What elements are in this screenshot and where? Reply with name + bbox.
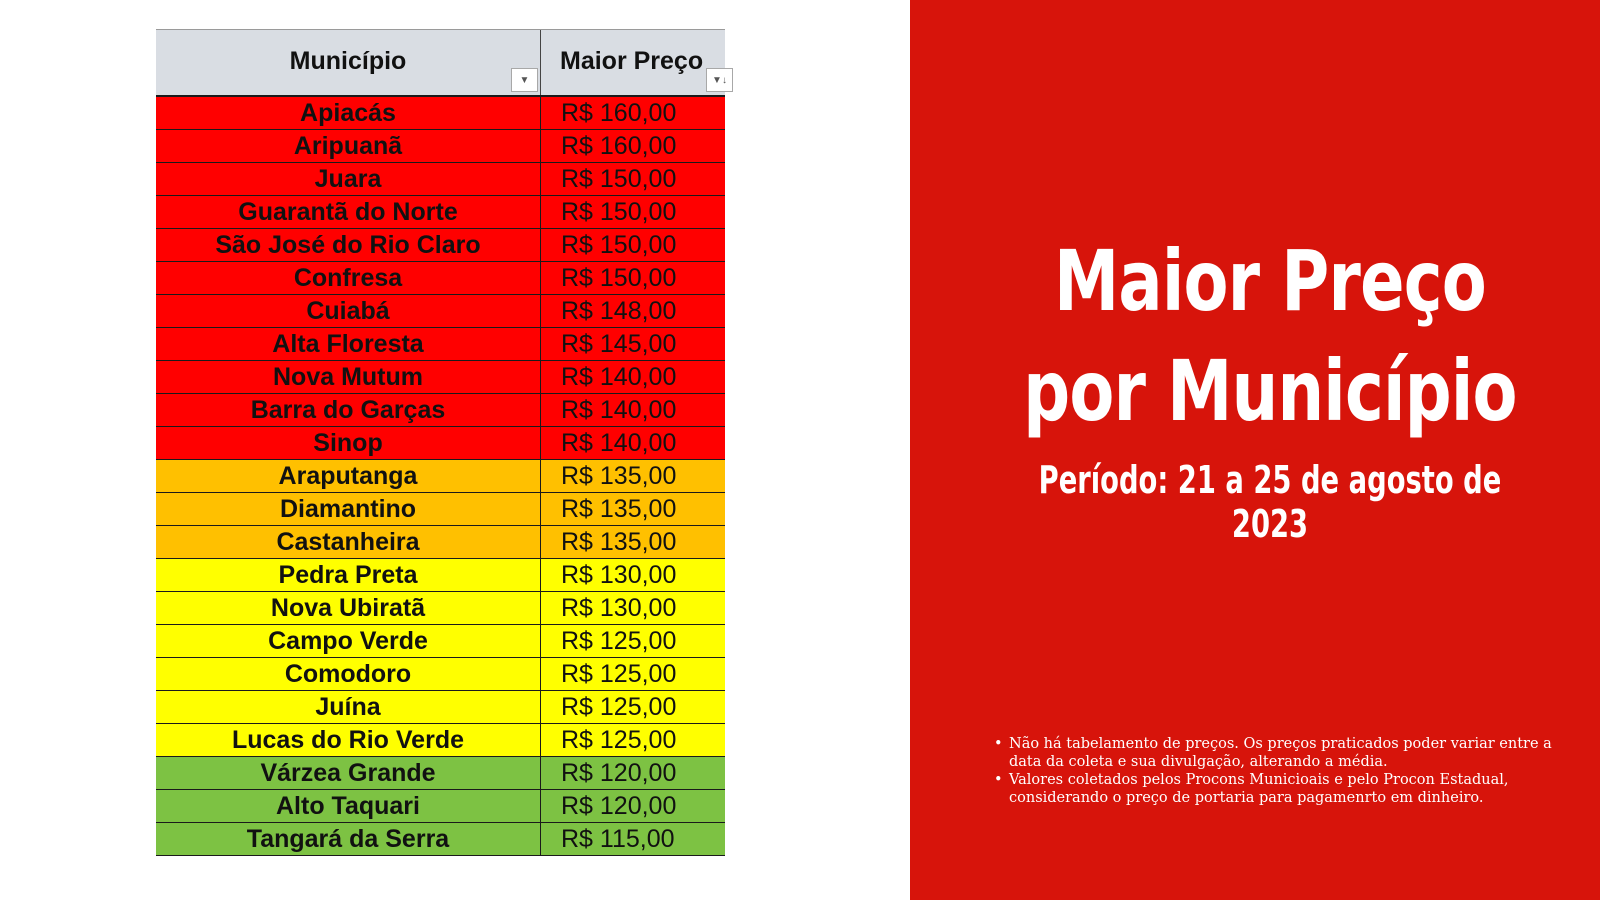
- cell-municipio[interactable]: Castanheira: [156, 526, 541, 558]
- cell-maior-preco[interactable]: R$ 140,00: [561, 395, 677, 424]
- cell-municipio[interactable]: Nova Mutum: [156, 361, 541, 393]
- table-row: [156, 724, 725, 757]
- table-row: [156, 757, 725, 790]
- cell-municipio[interactable]: Comodoro: [156, 658, 541, 690]
- table-row: [156, 823, 725, 856]
- notes-list: [992, 735, 1582, 807]
- table-row: [156, 394, 725, 427]
- cell-municipio[interactable]: Campo Verde: [156, 625, 541, 657]
- table-row: [156, 658, 725, 691]
- note-item: • Valores coletados pelos Procons Municioais e pelo Procon Estadual, considerando o preço de portaria para pagamenrto em dinheiro.: [992, 771, 1582, 807]
- cell-municipio[interactable]: Alta Floresta: [156, 328, 541, 360]
- cell-maior-preco[interactable]: R$ 140,00: [561, 362, 677, 391]
- cell-maior-preco[interactable]: R$ 150,00: [561, 164, 677, 193]
- cell-maior-preco[interactable]: R$ 115,00: [561, 824, 675, 853]
- cell-municipio[interactable]: Barra do Garças: [156, 394, 541, 426]
- cell-municipio[interactable]: Guarantã do Norte: [156, 196, 541, 228]
- column-header-municipio[interactable]: [156, 30, 541, 95]
- column-header-municipio-label: Município: [289, 47, 407, 75]
- table-row: [156, 328, 725, 361]
- table-row: [156, 295, 725, 328]
- cell-municipio[interactable]: Lucas do Rio Verde: [156, 724, 541, 756]
- note-item: • Não há tabelamento de preços. Os preços praticados poder variar entre a data da coleta e sua divulgação, alterando a média.: [992, 735, 1582, 771]
- table-header: [156, 30, 725, 97]
- cell-maior-preco[interactable]: R$ 120,00: [561, 758, 677, 787]
- title-panel: [910, 0, 1600, 900]
- cell-maior-preco[interactable]: R$ 135,00: [561, 494, 677, 523]
- column-header-maior-preco[interactable]: [541, 30, 725, 95]
- table-row: [156, 592, 725, 625]
- table-row: [156, 460, 725, 493]
- cell-municipio[interactable]: Tangará da Serra: [156, 823, 541, 855]
- table-row: [156, 130, 725, 163]
- table-row: [156, 229, 725, 262]
- cell-municipio[interactable]: Juína: [156, 691, 541, 723]
- table-row: [156, 196, 725, 229]
- table-row: [156, 625, 725, 658]
- cell-municipio[interactable]: Sinop: [156, 427, 541, 459]
- table-row: [156, 526, 725, 559]
- cell-maior-preco[interactable]: R$ 150,00: [561, 230, 677, 259]
- cell-maior-preco[interactable]: R$ 160,00: [561, 98, 677, 127]
- table-body: [156, 97, 725, 856]
- cell-maior-preco[interactable]: R$ 140,00: [561, 428, 677, 457]
- cell-maior-preco[interactable]: R$ 125,00: [561, 692, 677, 721]
- table-row: [156, 361, 725, 394]
- cell-maior-preco[interactable]: R$ 150,00: [561, 197, 677, 226]
- panel-title-line2: por Município: [1023, 342, 1517, 440]
- table-row: [156, 790, 725, 823]
- cell-maior-preco[interactable]: R$ 145,00: [561, 329, 677, 358]
- cell-maior-preco[interactable]: R$ 160,00: [561, 131, 677, 160]
- cell-municipio[interactable]: Cuiabá: [156, 295, 541, 327]
- panel-title-line1: Maior Preço: [1053, 232, 1487, 330]
- cell-maior-preco[interactable]: R$ 148,00: [561, 296, 677, 325]
- cell-municipio[interactable]: São José do Rio Claro: [156, 229, 541, 261]
- cell-municipio[interactable]: Diamantino: [156, 493, 541, 525]
- cell-maior-preco[interactable]: R$ 125,00: [561, 659, 677, 688]
- cell-maior-preco[interactable]: R$ 135,00: [561, 527, 677, 556]
- price-table: [156, 29, 725, 856]
- cell-municipio[interactable]: Nova Ubiratã: [156, 592, 541, 624]
- period-subtitle: Período: 21 a 25 de agosto de 2023: [1038, 458, 1502, 546]
- cell-maior-preco[interactable]: R$ 130,00: [561, 593, 677, 622]
- cell-maior-preco[interactable]: R$ 135,00: [561, 461, 677, 490]
- column-header-maior-preco-label: Maior Preço: [560, 47, 704, 75]
- cell-maior-preco[interactable]: R$ 125,00: [561, 626, 677, 655]
- table-row: [156, 427, 725, 460]
- table-row: [156, 493, 725, 526]
- cell-municipio[interactable]: Confresa: [156, 262, 541, 294]
- cell-maior-preco[interactable]: R$ 130,00: [561, 560, 677, 589]
- cell-municipio[interactable]: Araputanga: [156, 460, 541, 492]
- cell-municipio[interactable]: Várzea Grande: [156, 757, 541, 789]
- cell-maior-preco[interactable]: R$ 125,00: [561, 725, 677, 754]
- filter-dropdown-icon[interactable]: ▼: [511, 68, 538, 92]
- cell-maior-preco[interactable]: R$ 150,00: [561, 263, 677, 292]
- panel-title: [989, 226, 1551, 446]
- cell-municipio[interactable]: Juara: [156, 163, 541, 195]
- cell-municipio[interactable]: Apiacás: [156, 97, 541, 129]
- table-row: [156, 262, 725, 295]
- table-row: [156, 97, 725, 130]
- table-row: [156, 559, 725, 592]
- table-row: [156, 691, 725, 724]
- sort-filter-icon[interactable]: ▼↓: [706, 68, 733, 92]
- cell-maior-preco[interactable]: R$ 120,00: [561, 791, 677, 820]
- cell-municipio[interactable]: Aripuanã: [156, 130, 541, 162]
- cell-municipio[interactable]: Pedra Preta: [156, 559, 541, 591]
- table-row: [156, 163, 725, 196]
- cell-municipio[interactable]: Alto Taquari: [156, 790, 541, 822]
